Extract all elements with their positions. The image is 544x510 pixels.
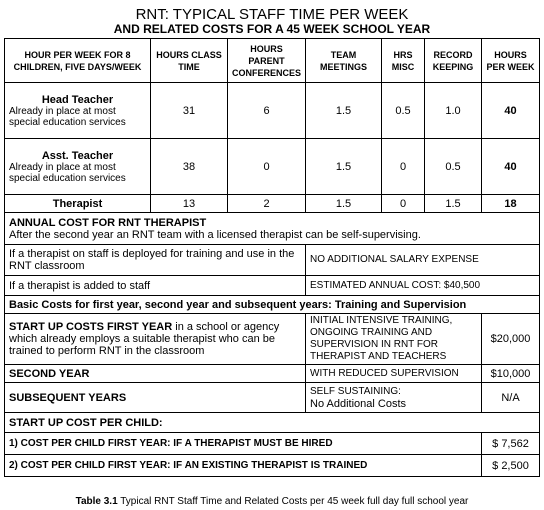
cell-class-time: 31 (151, 83, 228, 139)
startup-first-year-label (5, 314, 306, 365)
row-label (5, 139, 151, 195)
cell-record: 1.0 (425, 83, 482, 139)
header-parent-conferences: HOURS PARENT CONFERENCES (228, 39, 306, 83)
subsequent-cost: N/A (482, 383, 540, 413)
no-additional-costs-text: No Additional Costs (310, 397, 406, 410)
annual-cost-cell (5, 213, 540, 245)
staff-name: Asst. Teacher (41, 149, 114, 162)
basic-costs-heading: Basic Costs for first year, second year and subsequent years: Training and Supervision (5, 296, 540, 314)
table-row (5, 365, 540, 383)
startup-text: in a school or agency which already employs a suitable therapist who can be trained to perform RNT in the classroom (9, 321, 280, 357)
table-subtitle: AND RELATED COSTS FOR A 45 WEEK SCHOOL YEAR (113, 22, 431, 36)
cell-total: 40 (482, 83, 540, 139)
table-row (5, 433, 540, 455)
caption-label: Table 3.1 (75, 496, 118, 507)
staff-cost-table (4, 38, 540, 477)
startup-cost: $20,000 (482, 314, 540, 365)
second-year-cost: $10,000 (482, 365, 540, 383)
cell-team: 1.5 (306, 195, 382, 213)
table-row (5, 139, 540, 195)
staff-note: Already in place at most special education services (9, 161, 126, 184)
cell-team: 1.5 (306, 139, 382, 195)
per-child-heading: START UP COST PER CHILD: (5, 413, 540, 433)
cell-parent-conf: 6 (228, 83, 306, 139)
added-therapist-label: If a therapist is added to staff (5, 276, 306, 296)
table-row (5, 314, 540, 365)
per-child-trained-label: 2) COST PER CHILD FIRST YEAR: IF AN EXISTING THERAPIST IS TRAINED (5, 455, 482, 477)
header-misc: HRS MISC (382, 39, 425, 83)
cell-misc: 0 (382, 195, 425, 213)
cell-team: 1.5 (306, 83, 382, 139)
second-year-label: SECOND YEAR (5, 365, 306, 383)
table-row (5, 455, 540, 477)
cell-total: 40 (482, 139, 540, 195)
subsequent-description (306, 383, 482, 413)
table-title: RNT: TYPICAL STAFF TIME PER WEEK (135, 6, 409, 23)
cell-parent-conf: 2 (228, 195, 306, 213)
cell-class-time: 38 (151, 139, 228, 195)
deployed-therapist-label: If a therapist on staff is deployed for training and use in the RNT classroom (5, 245, 306, 276)
header-team-meetings: TEAM MEETINGS (306, 39, 382, 83)
per-child-hired-label: 1) COST PER CHILD FIRST YEAR: IF A THERAPIST MUST BE HIRED (5, 433, 482, 455)
self-sustaining-text: SELF SUSTAINING: (310, 385, 401, 397)
per-child-heading-row (5, 413, 540, 433)
header-record-keeping: RECORD KEEPING (425, 39, 482, 83)
table-caption (0, 496, 544, 507)
startup-bold: START UP COSTS FIRST YEAR (9, 321, 173, 333)
header-hours-per-week: HOURS PER WEEK (482, 39, 540, 83)
cell-parent-conf: 0 (228, 139, 306, 195)
table-row (5, 195, 540, 213)
row-label: Therapist (5, 195, 151, 213)
no-additional-salary: NO ADDITIONAL SALARY EXPENSE (306, 245, 540, 276)
per-child-hired-cost: $ 7,562 (482, 433, 540, 455)
header-row (5, 39, 540, 83)
header-class-time: HOURS CLASS TIME (151, 39, 228, 83)
annual-cost-text: After the second year an RNT team with a licensed therapist can be self-supervising. (9, 228, 421, 241)
per-child-trained-cost: $ 2,500 (482, 455, 540, 477)
table-row (5, 245, 540, 276)
basic-costs-heading-row (5, 296, 540, 314)
caption-text: Typical RNT Staff Time and Related Costs per 45 week full day full school year (117, 496, 469, 507)
header-hours-per-week-children: HOUR PER WEEK FOR 8 CHILDREN, FIVE DAYS/WEEK (5, 39, 151, 83)
cell-record: 1.5 (425, 195, 482, 213)
cell-total: 18 (482, 195, 540, 213)
annual-cost-section (5, 213, 540, 245)
cell-misc: 0.5 (382, 83, 425, 139)
startup-description: INITIAL INTENSIVE TRAINING, ONGOING TRAINING AND SUPERVISION IN RNT FOR THERAPIST AND TEACHERS (306, 314, 482, 365)
cell-misc: 0 (382, 139, 425, 195)
table-row (5, 83, 540, 139)
row-label (5, 83, 151, 139)
staff-name: Head Teacher (41, 93, 114, 106)
table-row (5, 383, 540, 413)
table-row (5, 276, 540, 296)
cell-record: 0.5 (425, 139, 482, 195)
subsequent-years-label: SUBSEQUENT YEARS (5, 383, 306, 413)
second-year-description: WITH REDUCED SUPERVISION (306, 365, 482, 383)
staff-note: Already in place at most special education services (9, 105, 126, 128)
cell-class-time: 13 (151, 195, 228, 213)
estimated-annual-cost: ESTIMATED ANNUAL COST: $40,500 (306, 276, 540, 296)
annual-cost-heading: ANNUAL COST FOR RNT THERAPIST (9, 216, 207, 229)
